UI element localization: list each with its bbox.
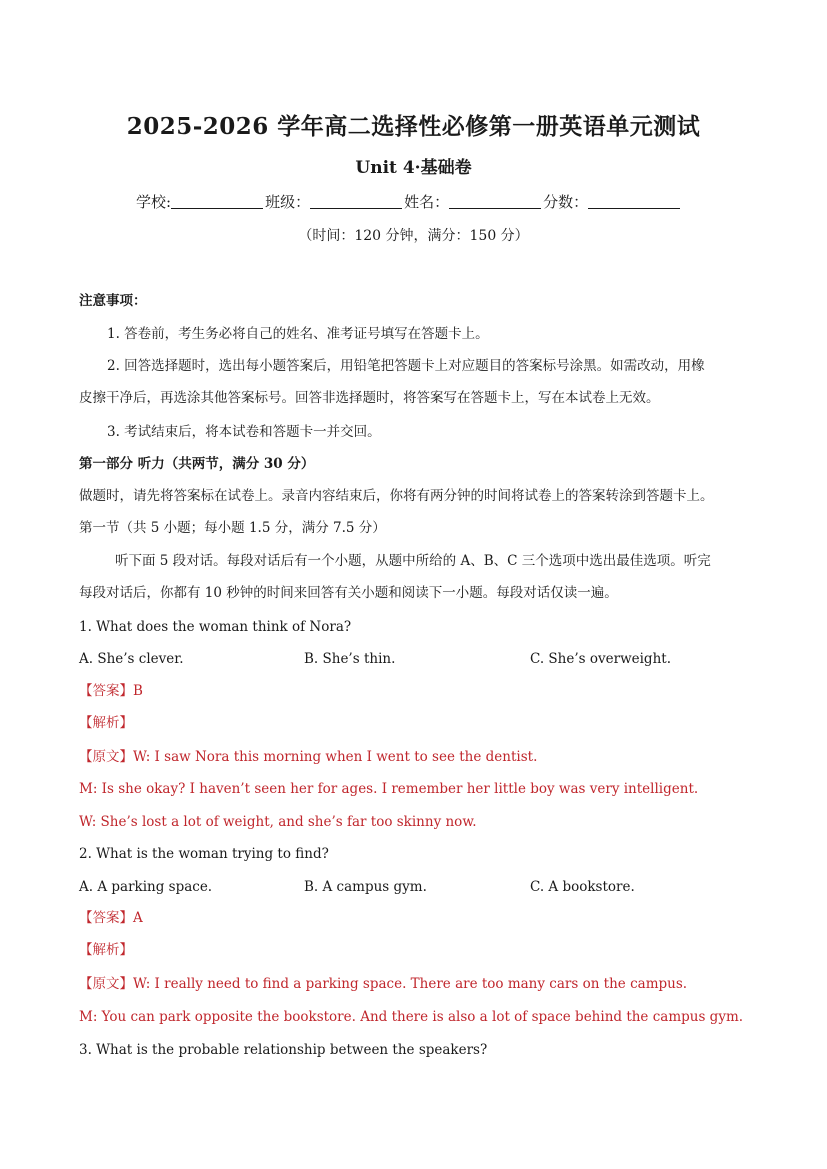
- question-2-transcript-2: M: You can park opposite the bookstore. And there is also a lot of space behind the campus gym.: [79, 1009, 744, 1025]
- question-1-option-a: A. She’s clever.: [79, 651, 184, 667]
- question-2-option-c: C. A bookstore.: [530, 879, 635, 895]
- question-2-transcript-1: [79, 974, 749, 994]
- time-info: （时间：120 分钟，满分：150 分）: [298, 228, 529, 244]
- transcript-line: W: I really need to find a parking space. There are too many cars on the campus.: [133, 976, 688, 992]
- question-1-analysis: 【解析】: [79, 715, 133, 731]
- question-1-stem: 1. What does the woman think of Nora?: [79, 619, 352, 635]
- question-1-transcript-2: M: Is she okay? I haven’t seen her for ages. I remember her little boy was very intelligent.: [79, 781, 699, 797]
- question-2-option-a: A. A parking space.: [79, 879, 213, 895]
- question-1-option-c: C. She’s overweight.: [530, 651, 671, 667]
- part1-instruction: 做题时，请先将答案标在试卷上。录音内容结束后，你将有两分钟的时间将试卷上的答案转涂到答题卡上。: [79, 488, 714, 504]
- score-blank: [588, 192, 680, 209]
- class-label: 班级：: [265, 193, 311, 211]
- name-label: 姓名：: [404, 193, 450, 211]
- question-1-option-b: B. She’s thin.: [304, 651, 396, 667]
- question-3-stem: 3. What is the probable relationship between the speakers?: [79, 1042, 488, 1058]
- student-info-row: [136, 191, 736, 213]
- question-1-transcript-1: [79, 747, 749, 767]
- notice-item-1: 1. 答卷前，考生务必将自己的姓名、准考证号填写在答题卡上。: [107, 326, 489, 342]
- page-title: 2025-2026 学年高二选择性必修第一册英语单元测试: [126, 113, 701, 140]
- class-blank: [310, 192, 402, 209]
- section1-heading: 第一节（共 5 小题；每小题 1.5 分，满分 7.5 分）: [79, 520, 386, 536]
- transcript-label: 【原文】: [79, 749, 133, 765]
- answer-value: B: [133, 683, 143, 699]
- answer-label: 【答案】: [79, 910, 133, 926]
- answer-value: A: [133, 910, 143, 926]
- directions-line1: 听下面 5 段对话。每段对话后有一个小题，从题中所给的 A、B、C 三个选项中选出最佳选项。听完: [115, 553, 711, 569]
- page-subtitle: Unit 4·基础卷: [355, 158, 472, 178]
- answer-label: 【答案】: [79, 683, 133, 699]
- notice-heading: 注意事项：: [79, 293, 147, 309]
- question-1-transcript-3: W: She’s lost a lot of weight, and she’s far too skinny now.: [79, 814, 477, 830]
- part1-heading: 第一部分 听力（共两节，满分 30 分）: [79, 456, 315, 472]
- notice-item-3: 3. 考试结束后，将本试卷和答题卡一并交回。: [107, 424, 381, 440]
- name-blank: [449, 192, 541, 209]
- notice-item-2-line2: 皮擦干净后，再选涂其他答案标号。回答非选择题时，将答案写在答题卡上，写在本试卷上无效。: [79, 390, 660, 406]
- score-label: 分数：: [543, 193, 589, 211]
- notice-item-2-line1: 2. 回答选择题时，选出每小题答案后，用铅笔把答题卡上对应题目的答案标号涂黑。如需改动，用橡: [107, 358, 705, 374]
- question-2-option-b: B. A campus gym.: [304, 879, 427, 895]
- question-2-stem: 2. What is the woman trying to find?: [79, 846, 329, 862]
- school-blank: [171, 192, 263, 209]
- transcript-label: 【原文】: [79, 976, 133, 992]
- directions-line2: 每段对话后，你都有 10 秒钟的时间来回答有关小题和阅读下一小题。每段对话仅读一遍。: [79, 585, 618, 601]
- question-1-answer: [79, 681, 749, 701]
- question-2-analysis: 【解析】: [79, 942, 133, 958]
- question-2-answer: [79, 908, 749, 928]
- transcript-line: W: I saw Nora this morning when I went to see the dentist.: [133, 749, 538, 765]
- school-label: 学校:: [136, 193, 172, 211]
